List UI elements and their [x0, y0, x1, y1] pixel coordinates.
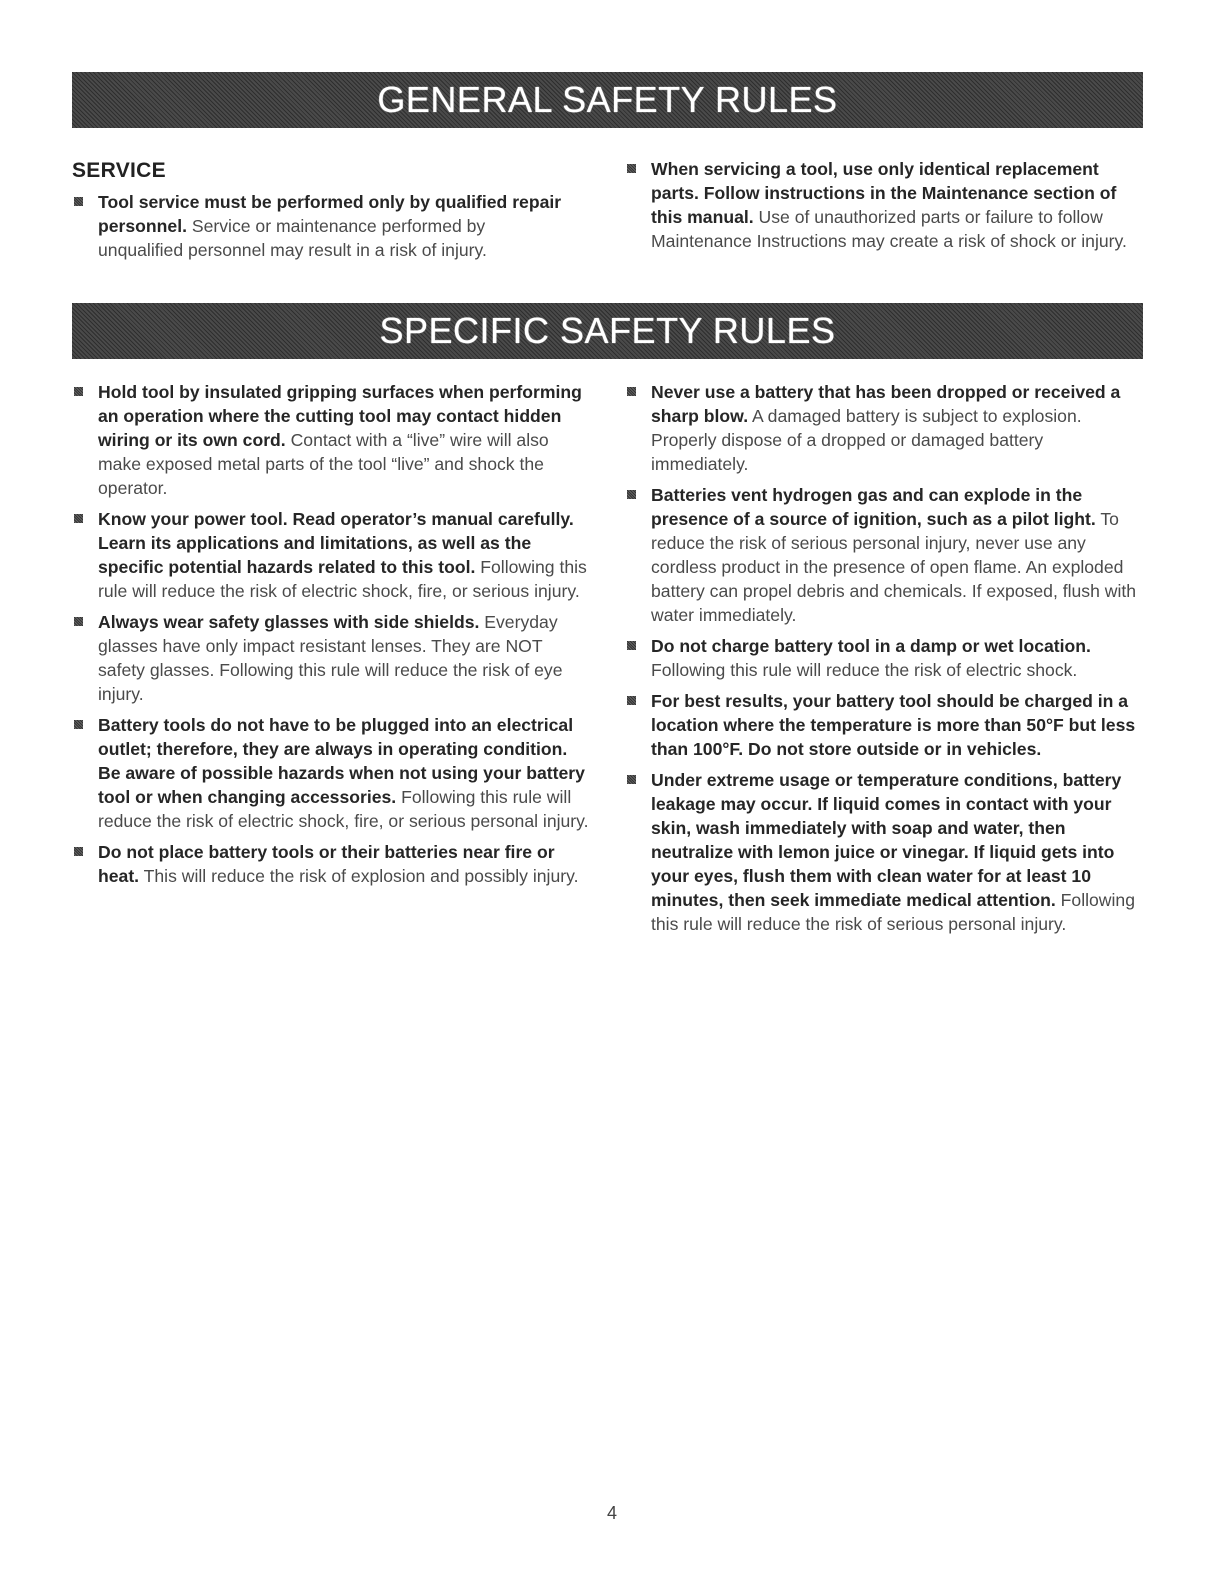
safety-rule: [72, 840, 590, 888]
rule-bold-text: Tool service must be performed only by qualified repair personnel.: [98, 192, 562, 236]
rule-bold-text: Batteries vent hydrogen gas and can explode in the presence of a source of ignition, such as a pilot light.: [651, 485, 1096, 529]
rule-bold-text: Do not place battery tools or their batteries near fire or heat.: [98, 842, 555, 886]
service-heading: SERVICE: [72, 159, 166, 182]
rule-bold-text: Under extreme usage or temperature conditions, battery leakage may occur. If liquid comes in contact with your skin, wash immediately with soap and water, then neutralize with lemon juice or vinegar. If liquid gets into your eyes, flush them with clean water for at least 10 minutes, then seek immediate medical attention.: [651, 770, 1122, 910]
safety-rule: [72, 610, 590, 706]
specific-safety-rules-banner: [72, 303, 1143, 359]
safety-rule: [625, 689, 1145, 761]
square-bullet-icon: [627, 387, 636, 396]
square-bullet-icon: [74, 197, 83, 206]
safety-rule: [72, 507, 590, 603]
square-bullet-icon: [627, 164, 636, 173]
specific-right-column: [625, 380, 1145, 943]
rule-bold-text: Know your power tool. Read operator’s manual carefully. Learn its applications and limitations, as well as the specific potential hazards related to this tool.: [98, 509, 574, 577]
safety-rule: [72, 713, 590, 833]
rule-bold-text: Always wear safety glasses with side shields.: [98, 612, 480, 632]
general-safety-rules-banner: [72, 72, 1143, 128]
service-left-column: [72, 158, 572, 269]
safety-rule: [625, 483, 1145, 627]
banner-title: SPECIFIC SAFETY RULES: [379, 310, 836, 351]
banner-title: GENERAL SAFETY RULES: [377, 79, 838, 120]
square-bullet-icon: [627, 641, 636, 650]
rule-bold-text: Battery tools do not have to be plugged into an electrical outlet; therefore, they are always in operating condition. Be aware of possible hazards when not using your battery tool or when changing accessories.: [98, 715, 585, 807]
rule-bold-text: Hold tool by insulated gripping surfaces when performing an operation where the cutting tool may contact hidden wiring or its own cord.: [98, 382, 582, 450]
rule-body-text: This will reduce the risk of explosion and possibly injury.: [139, 866, 579, 886]
rule-body-text: A damaged battery is subject to explosion. Properly dispose of a dropped or damaged battery immediately.: [651, 406, 1082, 474]
rule-bold-text: Do not charge battery tool in a damp or wet location.: [651, 636, 1091, 656]
rule-body-text: Following this rule will reduce the risk of electric shock, fire, or serious personal injury.: [98, 787, 589, 831]
service-rule: [625, 157, 1141, 253]
rule-bold-text: Never use a battery that has been dropped or received a sharp blow.: [651, 382, 1121, 426]
rule-body-text: Contact with a “live” wire will also make exposed metal parts of the tool “live” and shock the operator.: [98, 430, 549, 498]
rule-body-text: Following this rule will reduce the risk of serious personal injury.: [651, 890, 1135, 934]
square-bullet-icon: [74, 617, 83, 626]
square-bullet-icon: [74, 514, 83, 523]
safety-rule: [72, 380, 590, 500]
square-bullet-icon: [74, 387, 83, 396]
square-bullet-icon: [74, 720, 83, 729]
square-bullet-icon: [627, 775, 636, 784]
rule-body-text: Everyday glasses have only impact resistant lenses. They are NOT safety glasses. Following this rule will reduce the risk of eye injury.: [98, 612, 563, 704]
rule-body-text: Following this rule will reduce the risk of electric shock, fire, or serious injury.: [98, 557, 587, 601]
rule-body-text: To reduce the risk of serious personal injury, never use any cordless product in the presence of open flame. An exploded battery can propel debris and chemicals. If exposed, flush with water immediately.: [651, 509, 1137, 625]
rule-bold-text: For best results, your battery tool should be charged in a location where the temperature is more than 50°F but less than 100°F. Do not store outside or in vehicles.: [651, 691, 1136, 759]
safety-rule: [625, 634, 1145, 682]
safety-rule: [625, 768, 1145, 936]
square-bullet-icon: [627, 696, 636, 705]
rule-body-text: Following this rule will reduce the risk of electric shock.: [651, 660, 1078, 680]
rule-body-text: Service or maintenance performed by unqualified personnel may result in a risk of injury.: [98, 216, 487, 260]
square-bullet-icon: [74, 847, 83, 856]
rule-body-text: Use of unauthorized parts or failure to follow Maintenance Instructions may create a risk of shock or injury.: [651, 207, 1127, 251]
safety-rule: [625, 380, 1145, 476]
specific-left-column: [72, 380, 590, 895]
rule-bold-text: When servicing a tool, use only identical replacement parts. Follow instructions in the Maintenance section of this manual.: [651, 159, 1117, 227]
page-number: 4: [606, 1503, 617, 1523]
square-bullet-icon: [627, 490, 636, 499]
service-right-column: [625, 157, 1141, 260]
service-rule: [72, 190, 572, 262]
